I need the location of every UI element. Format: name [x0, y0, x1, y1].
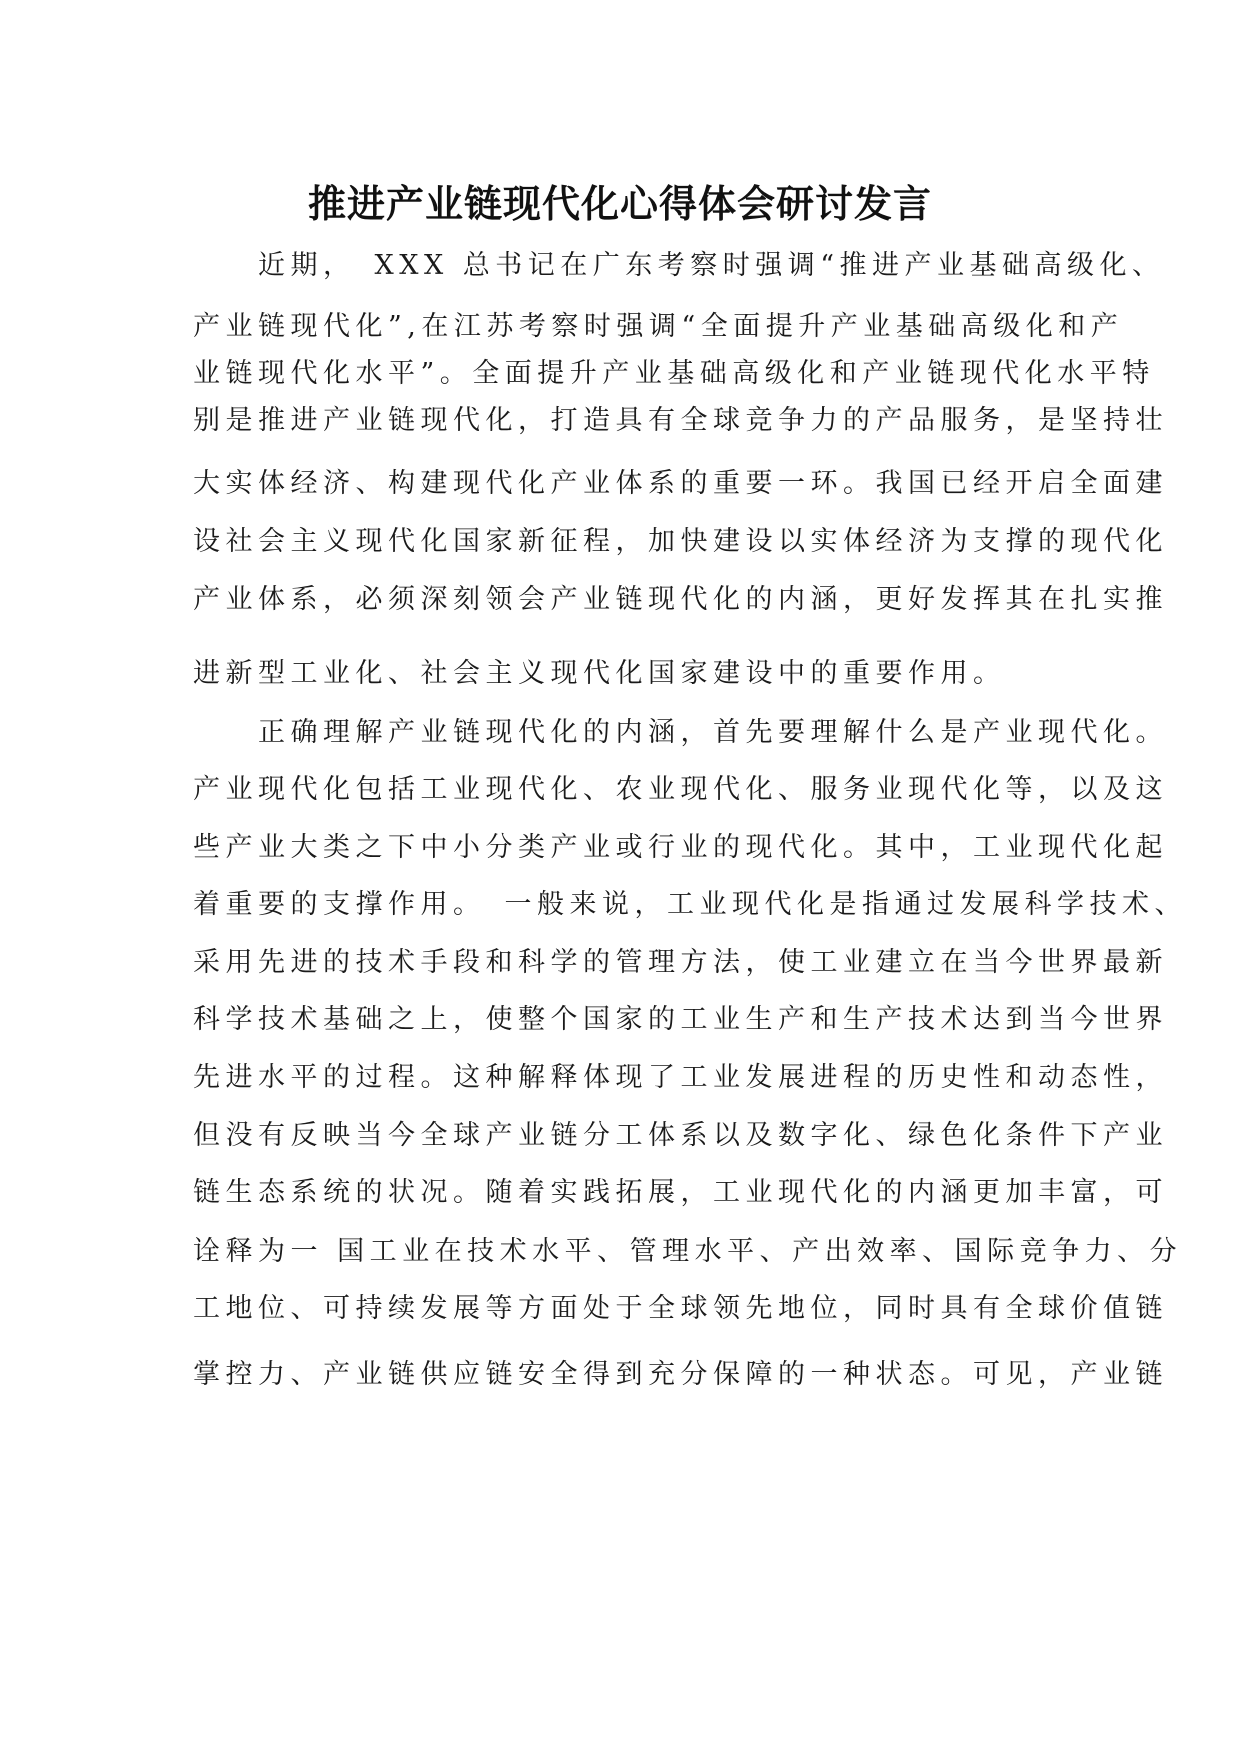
body-line: 产业体系，必须深刻领会产业链现代化的内涵，更好发挥其在扎实推 [193, 584, 1168, 615]
body-line: 业链现代化水平”。全面提升产业基础高级化和产业链现代化水平特 [193, 358, 1155, 389]
body-line: 采用先进的技术手段和科学的管理方法，使工业建立在当今世界最新 [193, 947, 1168, 978]
body-line: 但没有反映当今全球产业链分工体系以及数字化、绿色化条件下产业 [193, 1120, 1168, 1151]
body-line: 科学技术基础之上，使整个国家的工业生产和生产技术达到当今世界 [193, 1004, 1168, 1035]
body-line: 先进水平的过程。这种解释体现了工业发展进程的历史性和动态性， [193, 1062, 1168, 1093]
body-line: 大实体经济、构建现代化产业体系的重要一环。我国已经开启全面建 [193, 468, 1168, 499]
body-line: 近期， XXX 总书记在广东考察时强调“推进产业基础高级化、 [193, 250, 1165, 281]
body-line: 链生态系统的状况。随着实践拓展，工业现代化的内涵更加丰富，可 [193, 1177, 1168, 1208]
body-line: 产业链现代化”,在江苏考察时强调“全面提升产业基础高级化和产 [193, 311, 1124, 342]
body-line: 着重要的支撑作用。 一般来说，工业现代化是指通过发展科学技术、 [193, 889, 1187, 920]
document-title: 推进产业链现代化心得体会研讨发言 [307, 182, 932, 226]
body-line: 工地位、可持续发展等方面处于全球领先地位，同时具有全球价值链 [193, 1293, 1168, 1324]
body-line: 产业现代化包括工业现代化、农业现代化、服务业现代化等，以及这 [193, 774, 1168, 805]
body-line: 些产业大类之下中小分类产业或行业的现代化。其中，工业现代化起 [193, 832, 1168, 863]
body-line: 别是推进产业链现代化，打造具有全球竞争力的产品服务，是坚持壮 [193, 405, 1168, 436]
body-line: 设社会主义现代化国家新征程，加快建设以实体经济为支撑的现代化 [193, 526, 1168, 557]
body-line: 诠释为一 国工业在技术水平、管理水平、产出效率、国际竞争力、分 [193, 1236, 1183, 1267]
body-line: 掌控力、产业链供应链安全得到充分保障的一种状态。可见，产业链 [193, 1359, 1168, 1390]
body-line: 进新型工业化、社会主义现代化国家建设中的重要作用。 [193, 658, 1006, 689]
body-line: 正确理解产业链现代化的内涵，首先要理解什么是产业现代化。 [193, 717, 1168, 748]
